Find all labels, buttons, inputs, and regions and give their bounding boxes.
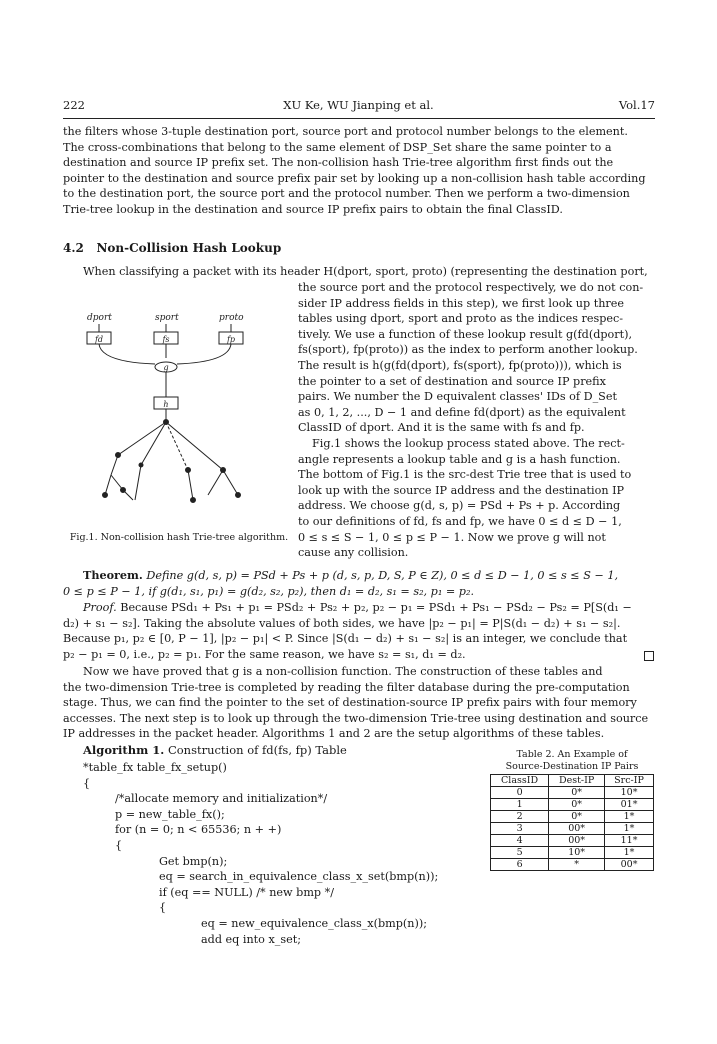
text-line: to our definitions of fd, fs and fp, we have 0 ≤ d ≤ D − 1, bbox=[298, 514, 622, 528]
text-line: the pointer to a set of destination and source IP prefix bbox=[298, 374, 606, 388]
text-line: angle represents a lookup table and g is a hash function. bbox=[298, 452, 621, 466]
table-cell: 0 bbox=[491, 787, 549, 799]
figure-1-caption: Fig.1. Non-collision hash Trie-tree algorithm. bbox=[69, 532, 289, 543]
table-cell: 3 bbox=[491, 823, 549, 835]
table-row bbox=[491, 787, 654, 799]
code-line: p = new_table_fx(); bbox=[115, 807, 225, 821]
label-sport: sport bbox=[155, 313, 179, 323]
qed-symbol bbox=[644, 651, 654, 661]
table-row bbox=[491, 811, 654, 823]
table-row bbox=[491, 823, 654, 835]
code-line: for (n = 0; n < 65536; n + +) bbox=[115, 823, 282, 837]
text-line: accesses. The next step is to look up through the two-dimension Trie-tree using destination and source bbox=[63, 711, 649, 725]
para2-right-column bbox=[298, 436, 655, 561]
intro-paragraph bbox=[63, 124, 655, 218]
table-row bbox=[491, 835, 654, 847]
proof-line-3: Because p₁, p₂ ∈ [0, P − 1], |p₂ − p₁| < P. Since |S(d₁ − d₂) + s₁ − s₂| is an integer, we conclude that bbox=[63, 632, 628, 646]
table-cell: * bbox=[549, 859, 605, 871]
g-label: g bbox=[163, 363, 169, 372]
text-line: Fig.1 shows the lookup process stated above. The rect- bbox=[312, 437, 625, 450]
proof-label: Proof. bbox=[83, 601, 117, 614]
table-cell: 00* bbox=[549, 823, 605, 835]
text-line: Trie-tree lookup in the destination and source IP prefix pairs to obtain the final ClassID. bbox=[63, 202, 563, 216]
table-cell: 6 bbox=[491, 859, 549, 871]
section-title: Non-Collision Hash Lookup bbox=[96, 241, 282, 255]
table-cell: 00* bbox=[605, 859, 654, 871]
text-line: pairs. We number the D equivalent classes' IDs of D_Set bbox=[298, 390, 617, 404]
code-line: eq = search_in_equivalence_class_x_set(bmp(n)); bbox=[159, 870, 439, 884]
theorem bbox=[63, 568, 655, 599]
text-line: ClassID of dport. And it is the same with fs and fp. bbox=[298, 421, 585, 435]
trie-tree bbox=[103, 420, 241, 503]
code-line: add eq into x_set; bbox=[201, 932, 301, 946]
text-line: as 0, 1, 2, ..., D − 1 and define fd(dport) as the equivalent bbox=[298, 405, 626, 419]
table-cell: 0* bbox=[549, 787, 605, 799]
text-line: look up with the source IP address and the destination IP bbox=[298, 483, 625, 497]
table2-caption bbox=[488, 749, 656, 773]
text-line: cause any collision. bbox=[298, 546, 409, 560]
table-2 bbox=[490, 774, 654, 871]
h-label: h bbox=[163, 400, 169, 409]
table-cell: 00* bbox=[549, 835, 605, 847]
text-line: 0 ≤ s ≤ S − 1, 0 ≤ p ≤ P − 1. Now we prove g will not bbox=[298, 530, 606, 544]
text-line: sider IP address fields in this step), we first look up three bbox=[298, 296, 624, 310]
para1-right-column bbox=[298, 280, 655, 436]
code-line: { bbox=[115, 838, 123, 852]
text-line: destination and source IP prefix set. The non-collision hash Trie-tree algorithm first finds out the bbox=[63, 156, 614, 170]
running-authors bbox=[0, 98, 717, 112]
text-line: tables using dport, sport and proto as the indices respec- bbox=[298, 312, 624, 326]
table-cell: 1 bbox=[491, 799, 549, 811]
column-header: Src-IP bbox=[605, 775, 654, 787]
proof bbox=[63, 600, 655, 662]
table-row bbox=[491, 859, 654, 871]
algorithm-title bbox=[83, 743, 347, 757]
table-cell: 1* bbox=[605, 847, 654, 859]
theorem-line-2: 0 ≤ p ≤ P − 1, if g(d₁, s₁, p₁) = g(d₂, s₂, p₂), then d₁ = d₂, s₁ = s₂, p₁ = p₂. bbox=[63, 584, 474, 598]
fp-label: fp bbox=[226, 335, 236, 344]
table2-caption-line-1: Table 2. An Example of bbox=[516, 749, 628, 760]
text-line: Now we have proved that g is a non-collision function. The construction of these tables and bbox=[83, 665, 603, 678]
text-line: the two-dimension Trie-tree is completed by reading the filter database during the pre-computation bbox=[63, 680, 630, 694]
algorithm-code bbox=[83, 760, 483, 947]
code-line: { bbox=[159, 901, 167, 915]
algorithm-label: Algorithm 1. bbox=[83, 743, 165, 757]
label-proto: proto bbox=[219, 313, 244, 323]
header-rule bbox=[63, 118, 655, 119]
label-dport: dport bbox=[87, 313, 112, 323]
fs-label: fs bbox=[162, 335, 170, 344]
table-cell: 1* bbox=[605, 823, 654, 835]
text-line: The result is h(g(fd(dport), fs(sport), fp(proto))), which is bbox=[298, 358, 622, 372]
table-cell: 0* bbox=[549, 811, 605, 823]
code-line: { bbox=[83, 776, 91, 790]
volume: Vol.17 bbox=[618, 98, 655, 112]
section-number: 4.2 bbox=[63, 241, 84, 255]
table-cell: 0* bbox=[549, 799, 605, 811]
code-line: Get bmp(n); bbox=[159, 854, 228, 868]
text-line: The bottom of Fig.1 is the src-dest Trie tree that is used to bbox=[298, 468, 632, 482]
table-cell: 11* bbox=[605, 835, 654, 847]
theorem-text: Define g(d, s, p) = PSd + Ps + p (d, s, p, D, S, P ∈ Z), 0 ≤ d ≤ D − 1, 0 ≤ s ≤ S − 1, bbox=[146, 569, 619, 582]
table-cell: 4 bbox=[491, 835, 549, 847]
authors: XU Ke, WU Jianping et al. bbox=[283, 98, 434, 112]
table-cell: 10* bbox=[549, 847, 605, 859]
proof-line-1 bbox=[63, 600, 655, 616]
table-cell: 2 bbox=[491, 811, 549, 823]
table-cell: 10* bbox=[605, 787, 654, 799]
code-line: /*allocate memory and initialization*/ bbox=[115, 792, 328, 806]
text-line: stage. Thus, we can find the pointer to the set of destination-source IP prefix pairs with four memory bbox=[63, 696, 637, 710]
text-line: the source port and the protocol respectively, we do not con- bbox=[298, 281, 644, 294]
theorem-label: Theorem. bbox=[83, 568, 143, 582]
figure-1-diagram bbox=[63, 300, 295, 530]
text-line: The cross-combinations that belong to the same element of DSP_Set share the same pointer to a bbox=[63, 140, 612, 154]
paragraph-3 bbox=[63, 664, 655, 742]
table-cell: 01* bbox=[605, 799, 654, 811]
table-header-row bbox=[491, 775, 654, 787]
page-number: 222 bbox=[63, 98, 85, 112]
table-cell: 1* bbox=[605, 811, 654, 823]
theorem-line-1 bbox=[63, 568, 655, 584]
algorithm-caption: Construction of fd(fs, fp) Table bbox=[167, 743, 347, 757]
text-line: fs(sport), fp(proto)) as the index to perform another lookup. bbox=[298, 343, 638, 357]
para1-first-line: When classifying a packet with its header H(dport, sport, proto) (representing the destination port, bbox=[83, 265, 648, 278]
text-line: address. We choose g(d, s, p) = PSd + Ps + p. According bbox=[298, 499, 621, 513]
code-line: if (eq == NULL) /* new bmp */ bbox=[159, 885, 335, 899]
table-row bbox=[491, 847, 654, 859]
table-cell: 5 bbox=[491, 847, 549, 859]
column-header: Dest-IP bbox=[549, 775, 605, 787]
code-line: *table_fx table_fx_setup() bbox=[83, 761, 227, 774]
table2-caption-line-2: Source-Destination IP Pairs bbox=[505, 761, 639, 772]
column-header: ClassID bbox=[491, 775, 549, 787]
table-row bbox=[491, 799, 654, 811]
fd-label: fd bbox=[94, 335, 104, 344]
proof-line-2: d₂) + s₁ − s₂]. Taking the absolute values of both sides, we have |p₂ − p₁| = P|S(d₁ − d₂) + s₁ − s₂|. bbox=[63, 616, 621, 630]
text-line: to the destination port, the source port and the protocol number. Then we perform a two-dimension bbox=[63, 187, 630, 201]
text-line: IP addresses in the packet header. Algorithms 1 and 2 are the setup algorithms of these tables. bbox=[63, 727, 605, 741]
proof-text: Because PSd₁ + Ps₁ + p₁ = PSd₂ + Ps₂ + p₂, p₂ − p₁ = PSd₁ + Ps₁ − PSd₂ − Ps₂ = P[S(d₁ − bbox=[120, 601, 632, 614]
proof-line-4: p₂ − p₁ = 0, i.e., p₂ = p₁. For the same reason, we have s₂ = s₁, d₁ = d₂. bbox=[63, 647, 466, 661]
text-line: pointer to the destination and source prefix pair set by looking up a non-collision hash table according bbox=[63, 171, 646, 185]
text-line: tively. We use a function of these lookup result g(fd(dport), bbox=[298, 327, 633, 341]
section-heading bbox=[63, 241, 281, 255]
text-line: the filters whose 3-tuple destination port, source port and protocol number belongs to the element. bbox=[63, 125, 628, 138]
code-line: eq = new_equivalence_class_x(bmp(n)); bbox=[201, 916, 427, 930]
